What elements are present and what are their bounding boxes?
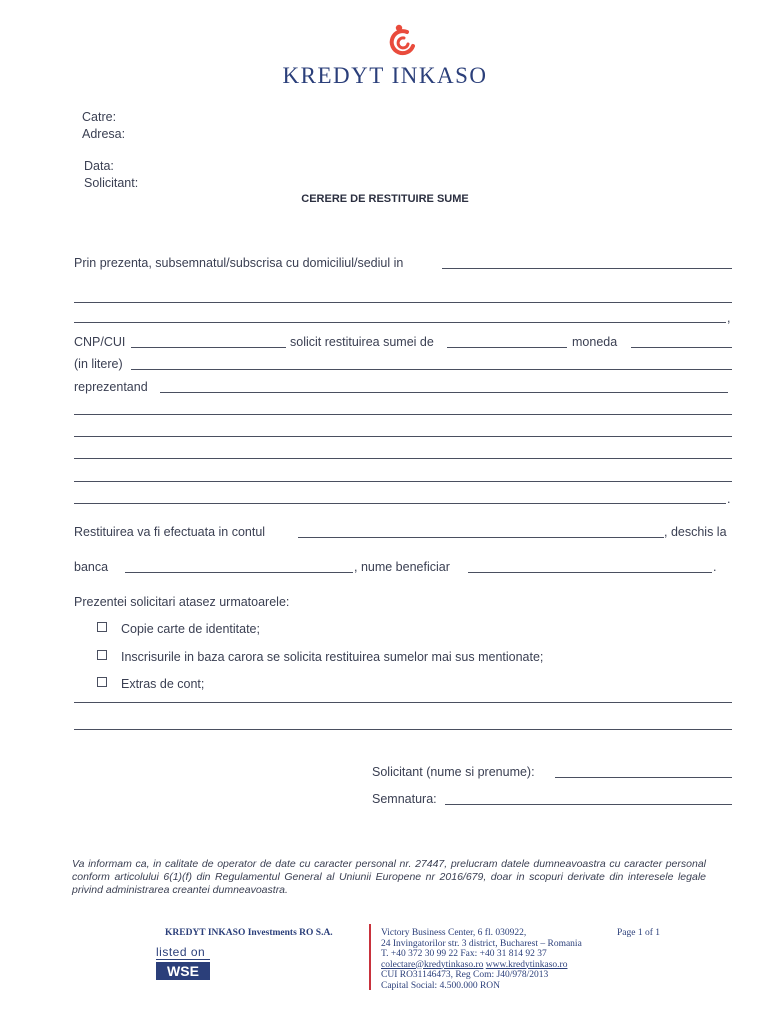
solicitant-label: Solicitant: (84, 176, 139, 190)
footer-email-link[interactable]: colectare@kredytinkaso.ro (381, 959, 484, 970)
deschis-text: , deschis la (664, 525, 727, 539)
reprezentand-label: reprezentand (74, 380, 148, 394)
footer-addr-line: 24 Invingatorilor str. 3 district, Bucharest – Romania (381, 938, 582, 949)
footer-address (381, 928, 582, 991)
reprezentand-end-period: . (727, 492, 731, 506)
moneda-label: moneda (572, 335, 618, 349)
suma-field[interactable] (447, 347, 567, 348)
reprezentand-line-4[interactable] (74, 481, 732, 482)
data-label: Data: (84, 159, 114, 173)
checkbox-icon[interactable] (97, 650, 107, 660)
brand-name: KREDYT INKASO (282, 63, 488, 88)
reprezentand-field[interactable] (160, 392, 728, 393)
cnp-label: CNP/CUI (74, 335, 126, 349)
in-litere-field[interactable] (131, 369, 732, 370)
moneda-field[interactable] (631, 347, 732, 348)
checkbox-icon[interactable] (97, 622, 107, 632)
reprezentand-line-5[interactable] (74, 503, 726, 504)
reprezentand-line-1[interactable] (74, 414, 732, 415)
footer-contact-line (381, 960, 582, 971)
footer-divider (369, 924, 371, 990)
checkbox-icon[interactable] (97, 677, 107, 687)
domiciliu-end-comma: , (727, 311, 731, 325)
domiciliu-continuation-2[interactable] (74, 322, 726, 323)
solicitant-nume-field[interactable] (555, 777, 732, 778)
catre-label: Catre: (82, 110, 117, 124)
footer-website-link[interactable]: www.kredytinkaso.ro (485, 959, 568, 970)
footer-addr-line: Victory Business Center, 6 fl. 030922, (381, 928, 527, 938)
semnatura-field[interactable] (445, 804, 732, 805)
page-number: Page 1 of 1 (617, 928, 661, 938)
adresa-label: Adresa: (82, 127, 126, 141)
wse-listing-logo (156, 946, 210, 980)
wse-listed-on: listed on (156, 946, 210, 960)
banca-label: banca (74, 560, 109, 574)
gdpr-note: Va informam ca, in calitate de operator de date cu caracter personal nr. 27447, prelucram datele dumneavoastra cu caracter personal conform articolului 6(1)(f) din Regulamentul General al Uniunii Europene nr 2016/679, doar in scopuri derivate din interesele legale privind administrarea creantei dumneavoastra. (72, 858, 706, 896)
footer-addr-line: Capital Social: 4.500.000 RON (381, 980, 501, 991)
prin-prezenta-text: Prin prezenta, subsemnatul/subscrisa cu domiciliul/sediul in (74, 256, 404, 270)
reprezentand-line-2[interactable] (74, 436, 732, 437)
in-litere-label: (in litere) (74, 357, 123, 371)
cnp-field[interactable] (131, 347, 286, 348)
attachment-label: Extras de cont; (121, 677, 205, 691)
footer-company: KREDYT INKASO Investments RO S.A. (165, 928, 333, 938)
cont-field[interactable] (298, 537, 664, 538)
reprezentand-line-3[interactable] (74, 458, 732, 459)
attachment-item (97, 677, 204, 691)
domiciliu-field[interactable] (442, 268, 732, 269)
solicit-text: solicit restituirea sumei de (290, 335, 434, 349)
beneficiar-end-period: . (713, 560, 717, 574)
attachment-item (97, 622, 260, 636)
footer-addr-line: CUI RO31146473, Reg Com: J40/978/2013 (381, 970, 549, 980)
kredyt-logo-icon (383, 22, 423, 56)
solicitant-nume-label: Solicitant (nume si prenume): (372, 765, 535, 779)
document-title: CERERE DE RESTITUIRE SUME (301, 193, 469, 205)
nume-beneficiar-label: , nume beneficiar (354, 560, 450, 574)
restituirea-text: Restituirea va fi efectuata in contul (74, 525, 266, 539)
attachment-item (97, 650, 543, 664)
attachments-line-2[interactable] (74, 729, 732, 730)
atasez-text: Prezentei solicitari atasez urmatoarele: (74, 595, 290, 609)
domiciliu-continuation-1[interactable] (74, 302, 732, 303)
semnatura-label: Semnatura: (372, 792, 437, 806)
beneficiar-field[interactable] (468, 572, 712, 573)
banca-field[interactable] (125, 572, 353, 573)
wse-badge: WSE (156, 962, 210, 980)
attachment-label: Inscrisurile in baza carora se solicita restituirea sumelor mai sus mentionate; (121, 650, 544, 664)
footer-phone-line: T. +40 372 30 99 22 Fax: +40 31 814 92 37 (381, 949, 547, 959)
attachments-line-1[interactable] (74, 702, 732, 703)
attachment-label: Copie carte de identitate; (121, 622, 260, 636)
